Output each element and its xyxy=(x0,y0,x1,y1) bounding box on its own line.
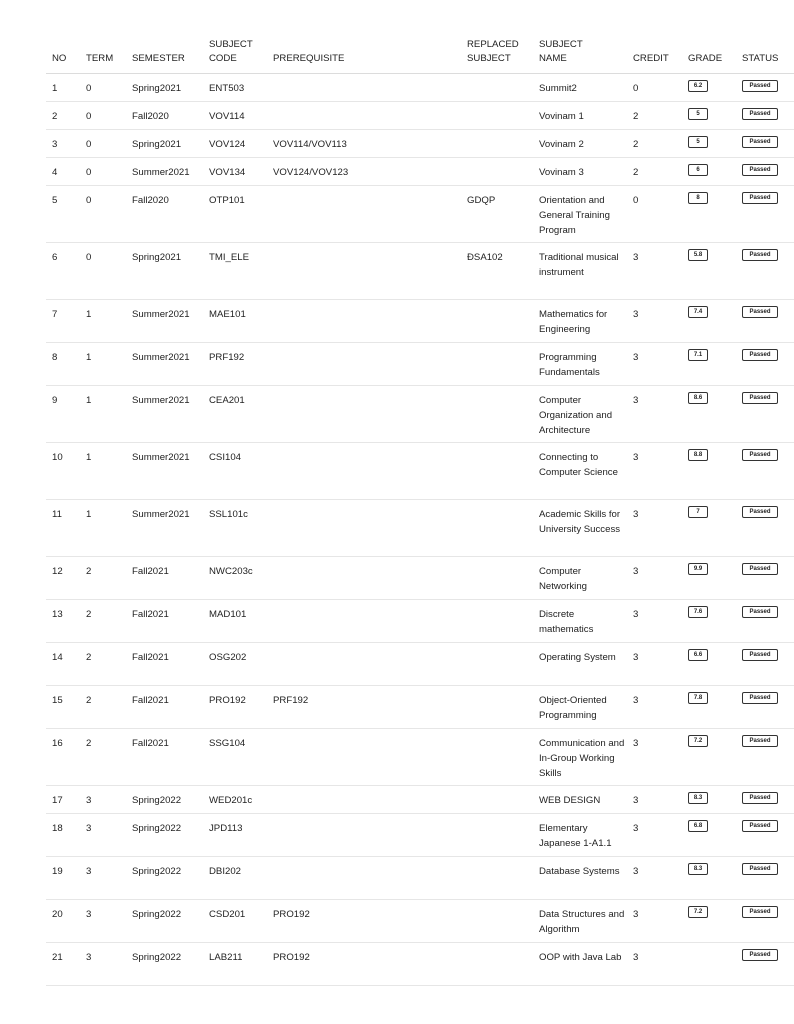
cell-replaced-subject xyxy=(461,300,533,343)
cell-replaced-subject xyxy=(461,857,533,900)
grade-badge: 6 xyxy=(688,164,708,176)
cell-subject-code: CEA201 xyxy=(203,386,267,443)
cell-semester: Spring2021 xyxy=(126,130,203,158)
cell-subject-name: Data Structures and Algorithm xyxy=(533,900,627,943)
cell-status xyxy=(736,500,794,557)
cell-replaced-subject xyxy=(461,643,533,686)
cell-semester: Spring2022 xyxy=(126,814,203,857)
cell-replaced-subject xyxy=(461,943,533,986)
grade-badge: 9.9 xyxy=(688,563,708,575)
header-credit: CREDIT xyxy=(627,38,682,74)
cell-status xyxy=(736,243,794,300)
cell-grade xyxy=(682,343,736,386)
cell-credit: 3 xyxy=(627,643,682,686)
header-replaced-subject: REPLACED SUBJECT xyxy=(461,38,533,74)
cell-prerequisite xyxy=(267,300,461,343)
cell-grade xyxy=(682,857,736,900)
cell-no: 17 xyxy=(46,786,80,814)
header-prerequisite: PREREQUISITE xyxy=(267,38,461,74)
status-badge: Passed xyxy=(742,164,778,176)
cell-subject-code: PRO192 xyxy=(203,686,267,729)
header-subject-code: SUBJECT CODE xyxy=(203,38,267,74)
cell-semester: Fall2021 xyxy=(126,600,203,643)
cell-subject-code: OTP101 xyxy=(203,186,267,243)
cell-term: 2 xyxy=(80,643,126,686)
cell-grade xyxy=(682,643,736,686)
status-badge: Passed xyxy=(742,108,778,120)
header-subject-name: SUBJECT NAME xyxy=(533,38,627,74)
cell-status xyxy=(736,943,794,986)
grade-badge: 7.2 xyxy=(688,906,708,918)
header-no: NO xyxy=(46,38,80,74)
table-row xyxy=(46,814,794,857)
table-row xyxy=(46,300,794,343)
cell-prerequisite xyxy=(267,814,461,857)
cell-grade xyxy=(682,74,736,102)
cell-subject-name: Programming Fundamentals xyxy=(533,343,627,386)
cell-no: 1 xyxy=(46,74,80,102)
cell-prerequisite: PRO192 xyxy=(267,900,461,943)
cell-replaced-subject xyxy=(461,814,533,857)
cell-no: 11 xyxy=(46,500,80,557)
cell-term: 2 xyxy=(80,686,126,729)
cell-status xyxy=(736,343,794,386)
cell-semester: Spring2022 xyxy=(126,857,203,900)
cell-credit: 3 xyxy=(627,729,682,786)
cell-replaced-subject xyxy=(461,74,533,102)
cell-semester: Summer2021 xyxy=(126,443,203,500)
cell-subject-name: Discrete mathematics xyxy=(533,600,627,643)
cell-status xyxy=(736,386,794,443)
cell-credit: 0 xyxy=(627,74,682,102)
status-badge: Passed xyxy=(742,606,778,618)
cell-replaced-subject xyxy=(461,686,533,729)
cell-credit: 2 xyxy=(627,102,682,130)
cell-prerequisite xyxy=(267,600,461,643)
cell-semester: Fall2021 xyxy=(126,729,203,786)
cell-credit: 3 xyxy=(627,857,682,900)
cell-grade xyxy=(682,686,736,729)
cell-grade xyxy=(682,158,736,186)
cell-status xyxy=(736,643,794,686)
status-badge: Passed xyxy=(742,735,778,747)
status-badge: Passed xyxy=(742,192,778,204)
cell-replaced-subject xyxy=(461,600,533,643)
cell-subject-name: Academic Skills for University Success xyxy=(533,500,627,557)
cell-status xyxy=(736,158,794,186)
cell-replaced-subject xyxy=(461,386,533,443)
cell-subject-name: Elementary Japanese 1-A1.1 xyxy=(533,814,627,857)
cell-subject-code: CSD201 xyxy=(203,900,267,943)
status-badge: Passed xyxy=(742,563,778,575)
cell-subject-name: Vovinam 1 xyxy=(533,102,627,130)
cell-term: 3 xyxy=(80,786,126,814)
cell-prerequisite: VOV114/VOV113 xyxy=(267,130,461,158)
cell-term: 1 xyxy=(80,500,126,557)
status-badge: Passed xyxy=(742,392,778,404)
cell-credit: 3 xyxy=(627,443,682,500)
cell-no: 14 xyxy=(46,643,80,686)
cell-prerequisite: PRO192 xyxy=(267,943,461,986)
table-row xyxy=(46,686,794,729)
cell-subject-name: Vovinam 2 xyxy=(533,130,627,158)
cell-no: 19 xyxy=(46,857,80,900)
cell-prerequisite xyxy=(267,343,461,386)
grade-badge: 8 xyxy=(688,192,708,204)
cell-grade xyxy=(682,130,736,158)
cell-credit: 3 xyxy=(627,500,682,557)
cell-no: 12 xyxy=(46,557,80,600)
cell-no: 15 xyxy=(46,686,80,729)
cell-status xyxy=(736,786,794,814)
grade-badge: 7.2 xyxy=(688,735,708,747)
cell-status xyxy=(736,729,794,786)
grade-badge: 7.8 xyxy=(688,692,708,704)
cell-subject-code: ENT503 xyxy=(203,74,267,102)
cell-term: 0 xyxy=(80,243,126,300)
cell-semester: Summer2021 xyxy=(126,386,203,443)
table-row xyxy=(46,443,794,500)
cell-grade xyxy=(682,443,736,500)
cell-credit: 3 xyxy=(627,243,682,300)
table-row xyxy=(46,102,794,130)
table-row xyxy=(46,857,794,900)
cell-grade xyxy=(682,243,736,300)
cell-prerequisite xyxy=(267,857,461,900)
cell-grade xyxy=(682,600,736,643)
status-badge: Passed xyxy=(742,349,778,361)
cell-no: 18 xyxy=(46,814,80,857)
cell-subject-name: Traditional musical instrument xyxy=(533,243,627,300)
cell-replaced-subject xyxy=(461,158,533,186)
cell-subject-name: Computer Organization and Architecture xyxy=(533,386,627,443)
cell-grade xyxy=(682,500,736,557)
grade-badge: 6.6 xyxy=(688,649,708,661)
cell-replaced-subject xyxy=(461,443,533,500)
cell-prerequisite: PRF192 xyxy=(267,686,461,729)
table-row xyxy=(46,74,794,102)
cell-status xyxy=(736,443,794,500)
status-badge: Passed xyxy=(742,306,778,318)
cell-replaced-subject xyxy=(461,343,533,386)
cell-subject-name: Mathematics for Engineering xyxy=(533,300,627,343)
cell-prerequisite xyxy=(267,102,461,130)
header-term: TERM xyxy=(80,38,126,74)
cell-credit: 3 xyxy=(627,900,682,943)
cell-status xyxy=(736,600,794,643)
cell-no: 16 xyxy=(46,729,80,786)
grade-report xyxy=(46,38,779,986)
status-badge: Passed xyxy=(742,692,778,704)
cell-semester: Spring2022 xyxy=(126,900,203,943)
header-grade: GRADE xyxy=(682,38,736,74)
cell-term: 2 xyxy=(80,600,126,643)
cell-status xyxy=(736,130,794,158)
cell-prerequisite: VOV124/VOV123 xyxy=(267,158,461,186)
cell-replaced-subject xyxy=(461,500,533,557)
status-badge: Passed xyxy=(742,80,778,92)
cell-no: 4 xyxy=(46,158,80,186)
cell-status xyxy=(736,300,794,343)
table-row xyxy=(46,729,794,786)
cell-subject-code: NWC203c xyxy=(203,557,267,600)
table-row xyxy=(46,130,794,158)
cell-grade xyxy=(682,786,736,814)
cell-semester: Summer2021 xyxy=(126,300,203,343)
cell-prerequisite xyxy=(267,243,461,300)
cell-subject-code: VOV124 xyxy=(203,130,267,158)
cell-semester: Fall2020 xyxy=(126,102,203,130)
cell-no: 13 xyxy=(46,600,80,643)
cell-no: 8 xyxy=(46,343,80,386)
cell-semester: Spring2021 xyxy=(126,243,203,300)
status-badge: Passed xyxy=(742,449,778,461)
cell-subject-code: SSL101c xyxy=(203,500,267,557)
cell-prerequisite xyxy=(267,643,461,686)
cell-grade xyxy=(682,943,736,986)
table-row xyxy=(46,786,794,814)
header-status: STATUS xyxy=(736,38,794,74)
cell-status xyxy=(736,814,794,857)
grade-badge: 7 xyxy=(688,506,708,518)
cell-grade xyxy=(682,102,736,130)
cell-semester: Spring2021 xyxy=(126,74,203,102)
cell-prerequisite xyxy=(267,186,461,243)
cell-replaced-subject: ĐSA102 xyxy=(461,243,533,300)
table-row xyxy=(46,643,794,686)
cell-subject-name: Object-Oriented Programming xyxy=(533,686,627,729)
cell-subject-name: WEB DESIGN xyxy=(533,786,627,814)
cell-grade xyxy=(682,557,736,600)
grade-badge: 8.8 xyxy=(688,449,708,461)
cell-credit: 2 xyxy=(627,130,682,158)
cell-grade xyxy=(682,186,736,243)
cell-subject-code: LAB211 xyxy=(203,943,267,986)
cell-prerequisite xyxy=(267,74,461,102)
table-row xyxy=(46,386,794,443)
cell-grade xyxy=(682,729,736,786)
cell-status xyxy=(736,557,794,600)
grade-table xyxy=(46,38,794,986)
cell-credit: 2 xyxy=(627,158,682,186)
cell-term: 0 xyxy=(80,186,126,243)
cell-term: 3 xyxy=(80,814,126,857)
status-badge: Passed xyxy=(742,792,778,804)
cell-subject-code: VOV114 xyxy=(203,102,267,130)
cell-status xyxy=(736,900,794,943)
cell-subject-name: Database Systems xyxy=(533,857,627,900)
cell-no: 7 xyxy=(46,300,80,343)
cell-credit: 3 xyxy=(627,557,682,600)
cell-credit: 3 xyxy=(627,786,682,814)
cell-grade xyxy=(682,814,736,857)
cell-no: 5 xyxy=(46,186,80,243)
table-row xyxy=(46,900,794,943)
cell-subject-name: OOP with Java Lab xyxy=(533,943,627,986)
cell-term: 3 xyxy=(80,943,126,986)
table-header-row xyxy=(46,38,794,74)
cell-no: 21 xyxy=(46,943,80,986)
table-row xyxy=(46,600,794,643)
table-row xyxy=(46,158,794,186)
cell-subject-name: Operating System xyxy=(533,643,627,686)
cell-prerequisite xyxy=(267,386,461,443)
status-badge: Passed xyxy=(742,863,778,875)
cell-subject-code: OSG202 xyxy=(203,643,267,686)
cell-semester: Summer2021 xyxy=(126,343,203,386)
cell-no: 9 xyxy=(46,386,80,443)
grade-badge: 8.6 xyxy=(688,392,708,404)
cell-subject-code: DBI202 xyxy=(203,857,267,900)
cell-semester: Fall2021 xyxy=(126,643,203,686)
cell-subject-name: Computer Networking xyxy=(533,557,627,600)
cell-term: 1 xyxy=(80,386,126,443)
status-badge: Passed xyxy=(742,249,778,261)
status-badge: Passed xyxy=(742,949,778,961)
cell-term: 2 xyxy=(80,729,126,786)
table-row xyxy=(46,557,794,600)
grade-badge: 5 xyxy=(688,108,708,120)
cell-subject-code: SSG104 xyxy=(203,729,267,786)
cell-semester: Summer2021 xyxy=(126,500,203,557)
cell-credit: 3 xyxy=(627,686,682,729)
grade-badge: 8.3 xyxy=(688,863,708,875)
table-row xyxy=(46,243,794,300)
cell-subject-code: WED201c xyxy=(203,786,267,814)
cell-subject-name: Vovinam 3 xyxy=(533,158,627,186)
cell-semester: Spring2022 xyxy=(126,943,203,986)
cell-credit: 3 xyxy=(627,943,682,986)
cell-semester: Summer2021 xyxy=(126,158,203,186)
table-row xyxy=(46,943,794,986)
grade-badge: 5 xyxy=(688,136,708,148)
table-row xyxy=(46,500,794,557)
cell-semester: Spring2022 xyxy=(126,786,203,814)
cell-credit: 3 xyxy=(627,814,682,857)
cell-term: 1 xyxy=(80,300,126,343)
cell-prerequisite xyxy=(267,729,461,786)
grade-badge: 5.8 xyxy=(688,249,708,261)
cell-subject-name: Orientation and General Training Program xyxy=(533,186,627,243)
status-badge: Passed xyxy=(742,820,778,832)
cell-status xyxy=(736,186,794,243)
cell-subject-code: VOV134 xyxy=(203,158,267,186)
cell-prerequisite xyxy=(267,786,461,814)
cell-subject-name: Communication and In-Group Working Skills xyxy=(533,729,627,786)
cell-term: 0 xyxy=(80,102,126,130)
cell-credit: 3 xyxy=(627,386,682,443)
grade-badge: 7.1 xyxy=(688,349,708,361)
cell-status xyxy=(736,102,794,130)
cell-prerequisite xyxy=(267,443,461,500)
cell-replaced-subject xyxy=(461,557,533,600)
cell-term: 3 xyxy=(80,900,126,943)
cell-subject-name: Summit2 xyxy=(533,74,627,102)
grade-badge: 6.2 xyxy=(688,80,708,92)
cell-term: 3 xyxy=(80,857,126,900)
cell-subject-name: Connecting to Computer Science xyxy=(533,443,627,500)
cell-replaced-subject xyxy=(461,102,533,130)
cell-semester: Fall2020 xyxy=(126,186,203,243)
cell-subject-code: TMI_ELE xyxy=(203,243,267,300)
table-row xyxy=(46,186,794,243)
cell-subject-code: MAE101 xyxy=(203,300,267,343)
status-badge: Passed xyxy=(742,906,778,918)
cell-no: 2 xyxy=(46,102,80,130)
status-badge: Passed xyxy=(742,136,778,148)
cell-status xyxy=(736,74,794,102)
cell-term: 1 xyxy=(80,443,126,500)
cell-status xyxy=(736,857,794,900)
cell-term: 0 xyxy=(80,130,126,158)
cell-no: 20 xyxy=(46,900,80,943)
table-body xyxy=(46,74,794,986)
cell-status xyxy=(736,686,794,729)
cell-semester: Fall2021 xyxy=(126,686,203,729)
cell-semester: Fall2021 xyxy=(126,557,203,600)
cell-credit: 3 xyxy=(627,300,682,343)
cell-replaced-subject xyxy=(461,729,533,786)
header-semester: SEMESTER xyxy=(126,38,203,74)
cell-prerequisite xyxy=(267,500,461,557)
cell-no: 6 xyxy=(46,243,80,300)
cell-subject-code: PRF192 xyxy=(203,343,267,386)
cell-grade xyxy=(682,300,736,343)
cell-grade xyxy=(682,386,736,443)
cell-prerequisite xyxy=(267,557,461,600)
grade-badge: 7.6 xyxy=(688,606,708,618)
cell-term: 2 xyxy=(80,557,126,600)
cell-no: 3 xyxy=(46,130,80,158)
cell-term: 1 xyxy=(80,343,126,386)
cell-replaced-subject xyxy=(461,900,533,943)
cell-replaced-subject xyxy=(461,130,533,158)
status-badge: Passed xyxy=(742,649,778,661)
cell-no: 10 xyxy=(46,443,80,500)
cell-credit: 3 xyxy=(627,343,682,386)
cell-replaced-subject: GDQP xyxy=(461,186,533,243)
cell-credit: 0 xyxy=(627,186,682,243)
cell-grade xyxy=(682,900,736,943)
cell-replaced-subject xyxy=(461,786,533,814)
grade-badge: 7.4 xyxy=(688,306,708,318)
grade-badge: 8.3 xyxy=(688,792,708,804)
cell-subject-code: CSI104 xyxy=(203,443,267,500)
cell-term: 0 xyxy=(80,158,126,186)
grade-badge: 6.8 xyxy=(688,820,708,832)
table-row xyxy=(46,343,794,386)
cell-subject-code: MAD101 xyxy=(203,600,267,643)
cell-credit: 3 xyxy=(627,600,682,643)
cell-term: 0 xyxy=(80,74,126,102)
status-badge: Passed xyxy=(742,506,778,518)
cell-subject-code: JPD113 xyxy=(203,814,267,857)
